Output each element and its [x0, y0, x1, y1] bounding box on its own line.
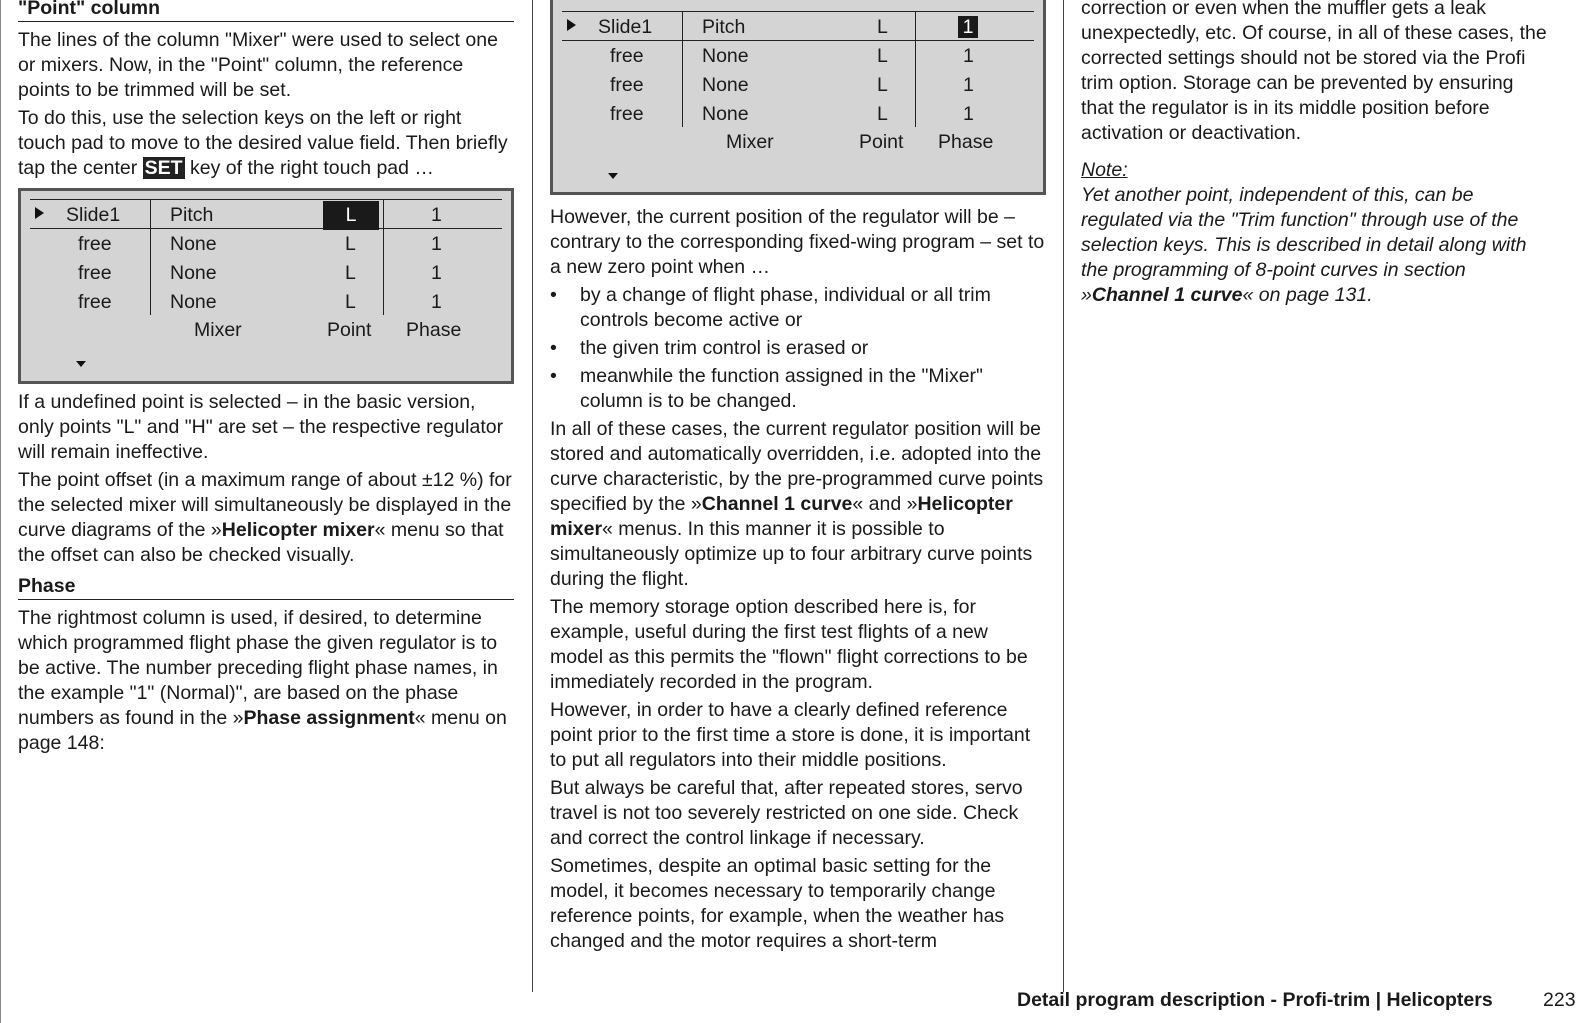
- mixer-value: None: [702, 45, 749, 67]
- mixer-value: None: [702, 74, 749, 96]
- mixer-column-label: Mixer: [194, 319, 242, 341]
- phase-value: 1: [431, 204, 442, 226]
- paragraph: However, in order to have a clearly defined reference point prior to the first time a store is done, it is important to put all regulators into their middle positions.: [550, 699, 1031, 771]
- column-2: [550, 0, 1046, 957]
- screen-row[interactable]: [553, 71, 1043, 100]
- transmitter-screen-2: [550, 0, 1046, 195]
- phase-value[interactable]: 1: [958, 16, 978, 38]
- paragraph: correction or even when the muffler gets a leak unexpectedly, etc. Of course, in all of these cases, the corrected settings should not be stored via the Profi trim option. Storage can be prevented by ensuring that the regulator is in its middle position before activation or deactivation.: [1081, 0, 1547, 144]
- left-page-edge: [0, 0, 1, 1023]
- phase-value: 1: [431, 291, 442, 313]
- point-value[interactable]: L: [345, 262, 356, 284]
- mixer-value: Pitch: [702, 16, 746, 38]
- phase-heading: Phase: [18, 574, 514, 600]
- note-label: Note:: [1081, 159, 1128, 181]
- slot-label: free: [78, 262, 112, 284]
- screen-row[interactable]: [21, 288, 511, 317]
- column-divider-1: [532, 0, 533, 992]
- point-column-heading: "Point" column: [18, 0, 514, 22]
- screen-row[interactable]: [21, 259, 511, 288]
- mixer-value: Pitch: [170, 204, 214, 226]
- phase-value[interactable]: 1: [963, 103, 974, 125]
- slot-label: free: [610, 103, 644, 125]
- mixer-value: None: [170, 233, 217, 255]
- screen-row[interactable]: [21, 201, 511, 230]
- mixer-value: None: [702, 103, 749, 125]
- paragraph: However, the current position of the regulator will be – contrary to the corresponding fixed-wing program – set to a new zero point when …: [550, 206, 1045, 278]
- slot-label: Slide1: [66, 204, 121, 226]
- phase-column-label: Phase: [938, 131, 994, 153]
- paragraph: Sometimes, despite an optimal basic setting for the model, it becomes necessary to temporarily change reference points, for example, when the weather has changed and the motor requires a short-term: [550, 855, 1005, 952]
- footer-title: Detail program description - Profi-trim | Helicopters: [1017, 989, 1493, 1011]
- phase-column-label: Phase: [406, 319, 462, 341]
- list-item: • by a change of flight phase, individual or all trim controls become active or: [550, 283, 1046, 333]
- bullet-list: [550, 283, 1046, 414]
- paragraph: In all of these cases, the current regulator position will be stored and automatically overridden, i.e. adopted into the curve characteristic, by the pre-programmed curve points specified by the »Channel 1 curve« and »Helicopter mixer« menus. In this manner it is possible to simultaneously optimize up to four arbitrary curve points during the flight.: [550, 418, 1044, 590]
- transmitter-screen-1: [18, 188, 514, 384]
- set-key-label: SET: [144, 157, 183, 179]
- slot-label: free: [78, 233, 112, 255]
- paragraph: The point offset (in a maximum range of about ±12 %) for the selected mixer will simultaneously be displayed in the curve diagrams of the »Helicopter mixer« menu so that the offset can also be checked visually.: [18, 469, 512, 566]
- column-1: [18, 0, 514, 759]
- column-labels: [21, 316, 511, 345]
- column-labels: [553, 128, 1043, 157]
- point-column-label: Point: [859, 131, 904, 153]
- screen-row[interactable]: [553, 42, 1043, 71]
- slot-label: Slide1: [598, 16, 653, 38]
- point-value[interactable]: L: [877, 16, 888, 38]
- point-value[interactable]: L: [877, 45, 888, 67]
- list-item: • the given trim control is erased or: [550, 336, 1046, 361]
- phase-value[interactable]: 1: [963, 45, 974, 67]
- point-column-label: Point: [327, 319, 372, 341]
- point-value[interactable]: L: [877, 74, 888, 96]
- paragraph: If a undefined point is selected – in the basic version, only points "L" and "H" are set – the respective regulator will remain ineffective.: [18, 391, 504, 463]
- screen-row[interactable]: [553, 13, 1043, 42]
- slot-label: free: [78, 291, 112, 313]
- column-divider-2: [1063, 0, 1064, 992]
- column-3: [1081, 0, 1551, 311]
- screen-row[interactable]: [553, 100, 1043, 129]
- point-value[interactable]: L: [323, 201, 379, 230]
- mixer-value: None: [170, 291, 217, 313]
- phase-value[interactable]: 1: [963, 74, 974, 96]
- paragraph: The memory storage option described here is, for example, useful during the first test flights of a new model as this permits the "flown" flight corrections to be immediately recorded in the program.: [550, 596, 1028, 693]
- paragraph: The rightmost column is used, if desired, to determine which programmed flight phase the given regulator is to be active. The number preceding flight phase names, in the example "1" (Normal)", are based on the phase numbers as found in the »Phase assignment« menu on page 148:: [18, 607, 507, 754]
- page-number: 223: [1543, 989, 1576, 1011]
- scroll-down-icon: [76, 361, 86, 367]
- point-value[interactable]: L: [345, 291, 356, 313]
- slot-label: free: [610, 45, 644, 67]
- slot-label: free: [610, 74, 644, 96]
- point-value[interactable]: L: [877, 103, 888, 125]
- point-value[interactable]: L: [345, 233, 356, 255]
- screen-row[interactable]: [21, 230, 511, 259]
- phase-value: 1: [431, 262, 442, 284]
- list-item: • meanwhile the function assigned in the "Mixer" column is to be changed.: [550, 364, 1046, 414]
- paragraph: But always be careful that, after repeated stores, servo travel is not too severely restricted on one side. Check and correct the control linkage if necessary.: [550, 777, 1023, 849]
- paragraph: The lines of the column "Mixer" were used to select one or mixers. Now, in the "Point" column, the reference points to be trimmed will be set.: [18, 29, 498, 101]
- mixer-column-label: Mixer: [726, 131, 774, 153]
- note-paragraph: Yet another point, independent of this, can be regulated via the "Trim function" through use of the selection keys. This is described in detail along with the programming of 8-point curves in section »Channel 1 curve« on page 131.: [1081, 184, 1527, 306]
- mixer-value: None: [170, 262, 217, 284]
- scroll-down-icon: [608, 173, 618, 179]
- paragraph: To do this, use the selection keys on the left or right touch pad to move to the desired value field. Then briefly tap the center SET key of the right touch pad …: [18, 107, 508, 179]
- phase-value: 1: [431, 233, 442, 255]
